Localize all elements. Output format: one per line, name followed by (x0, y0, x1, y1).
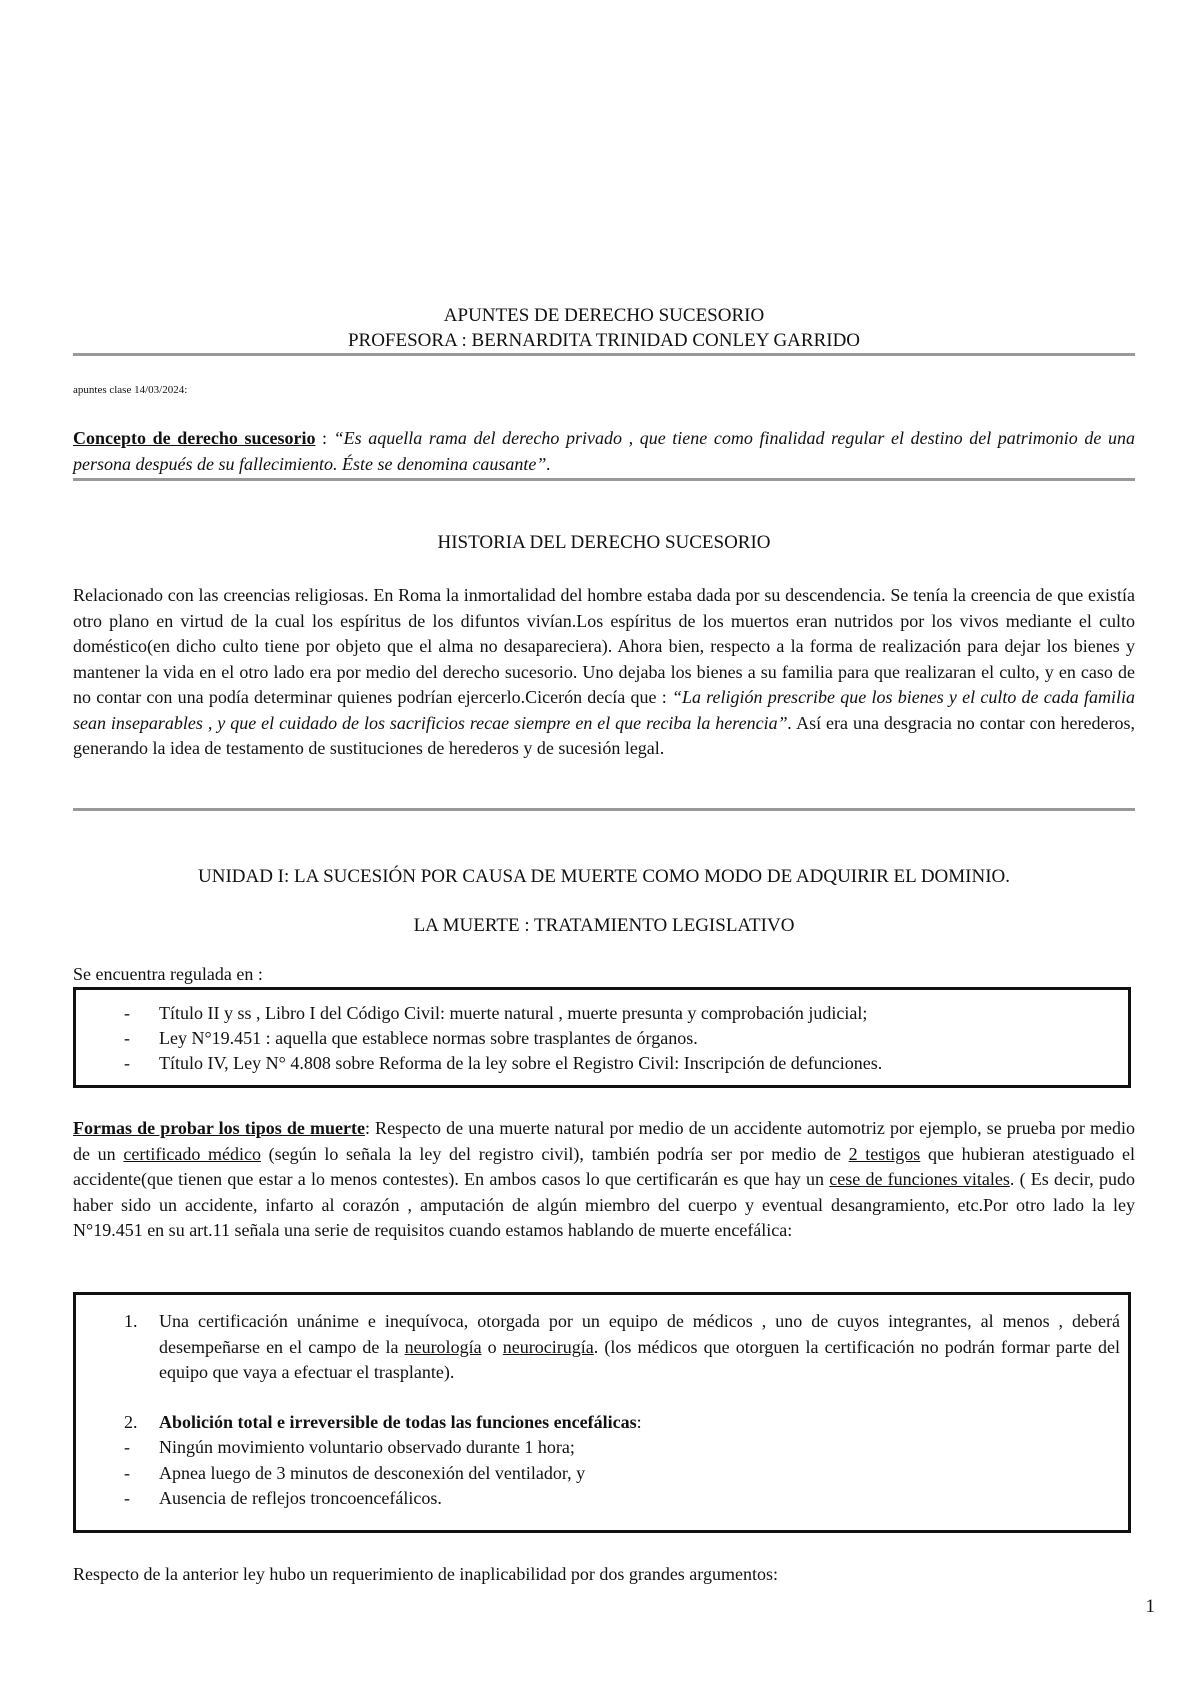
unit-subheading: LA MUERTE : TRATAMIENTO LEGISLATIVO (413, 915, 795, 936)
requirement-underlined-term: neurología (404, 1336, 482, 1357)
regulations-list (76, 1001, 1128, 1076)
unit-heading: UNIDAD I: LA SUCESIÓN POR CAUSA DE MUERTE COMO MODO DE ADQUIRIR EL DOMINIO. (198, 866, 1010, 887)
cicero-quote: “La religión prescribe que los bienes y el culto de cada familia sean inseparables , y que el cuidado de los sacrificios recae siempre en el que reciba la herencia”. (73, 687, 1135, 733)
requirement-label: Abolición total e irreversible de todas las funciones encefálicas (159, 1411, 637, 1432)
proof-label: Formas de probar los tipos de muerte (73, 1118, 365, 1138)
requirement-text: o (481, 1336, 503, 1357)
criteria-item: - Ningún movimiento voluntario observado durante 1 hora; (76, 1435, 1128, 1461)
criteria-item: - Apnea luego de 3 minutos de desconexión del ventilador, y (76, 1461, 1128, 1487)
history-rule (73, 808, 1135, 811)
proof-underlined-term: 2 testigos (848, 1143, 921, 1164)
requirement-underlined-term: neurocirugía (502, 1336, 594, 1357)
history-heading: HISTORIA DEL DERECHO SUCESORIO (437, 532, 771, 553)
class-date-note: apuntes clase 14/03/2024: (73, 384, 188, 396)
requirement-text: . (los médicos que otorguen la certificación no podrán formar parte del equipo que vaya a efectuar el trasplante). (159, 1336, 1121, 1382)
header-rule (73, 353, 1135, 356)
requirements-list (76, 1309, 1128, 1435)
document-page (73, 0, 1135, 1696)
proof-text: (según lo señala la ley del registro civil), también podría ser por medio de (261, 1143, 849, 1164)
requirement-text: Una certificación unánime e inequívoca, otorgada por un equipo de médicos , uno de cuyos integrantes, al menos , deberá desempeñarse en el campo de la (159, 1311, 1120, 1357)
regulation-item: - Título II y ss , Libro I del Código Civil: muerte natural , muerte presunta y comprobación judicial; (76, 1001, 1128, 1026)
criteria-list (76, 1435, 1128, 1512)
proof-text: . ( Es decir, pudo haber sido un accidente, infarto al corazón , amputación de algún miembro del cuerpo y eventual desangramiento, etc.Por otro lado la ley N°19.451 en su art.11 señala una serie de requisitos cuando estamos hablando de muerte encefálica: (73, 1169, 1136, 1240)
requirement-item (76, 1309, 1128, 1386)
proof-paragraph (73, 1116, 1135, 1244)
proof-text: : Respecto de una muerte natural por medio de un accidente automotriz por ejemplo, se prueba por medio de un (73, 1118, 1135, 1164)
history-paragraph (73, 583, 1135, 762)
page-number: 1 (1145, 1596, 1155, 1617)
requirement-item (76, 1410, 1128, 1436)
requirement-number: 1. (124, 1311, 138, 1331)
concept-rule (73, 478, 1135, 481)
criteria-item: - Ausencia de reflejos troncoencefálicos. (76, 1486, 1128, 1512)
proof-text: que hubieran atestiguado el accidente(que tienen que estar a lo menos contestes). En ambos casos lo que certificarán es que hay un (73, 1143, 1135, 1189)
closing-paragraph: Respecto de la anterior ley hubo un requerimiento de inaplicabilidad por dos grandes argumentos: (73, 1564, 778, 1584)
document-title: APUNTES DE DERECHO SUCESORIO (443, 305, 765, 326)
proof-underlined-term: certificado médico (123, 1143, 261, 1164)
history-text-end: Así era una desgracia no contar con herederos, generando la idea de testamento de sustituciones de herederos y de sucesión legal. (73, 712, 1136, 758)
requirements-box (73, 1292, 1131, 1533)
regulations-box (73, 987, 1131, 1088)
regulation-item: - Título IV, Ley N° 4.808 sobre Reforma de la ley sobre el Registro Civil: Inscripción de defunciones. (76, 1051, 1128, 1076)
history-text: Relacionado con las creencias religiosas. En Roma la inmortalidad del hombre estaba dada por su descendencia. Se tenía la creencia de que existía otro plano en virtud de la cual los espíritus de los difuntos vivían.Los espíritus de los muertos eran nutridos por los vivos mediante el culto doméstico(en dicho culto tiene por objeto que el alma no desapareciera). Ahora bien, respecto a la forma de realización para dejar los bienes y mantener la vida en el otro lado era por medio del derecho sucesorio. Uno dejaba los bienes a su familia para que realizaran el culto, y en caso de no contar con una podía determinar quienes podrían ejercerlo.Cicerón decía que : (73, 585, 1135, 707)
professor-line: PROFESORA : BERNARDITA TRINIDAD CONLEY GARRIDO (347, 330, 861, 351)
concept-definition: “Es aquella rama del derecho privado , que tiene como finalidad regular el destino del patrimonio de una persona después de su fallecimiento. Éste se denomina causante”. (73, 428, 1135, 474)
concept-label: Concepto de derecho sucesorio (73, 428, 316, 448)
requirement-colon: : (636, 1411, 642, 1432)
regulated-intro: Se encuentra regulada en : (73, 964, 263, 984)
regulation-item: - Ley N°19.451 : aquella que establece normas sobre trasplantes de órganos. (76, 1026, 1128, 1051)
concept-paragraph (73, 426, 1135, 477)
proof-underlined-term: cese de funciones vitales (829, 1169, 1010, 1189)
concept-separator: : (315, 428, 334, 448)
requirement-number: 2. (124, 1411, 138, 1432)
